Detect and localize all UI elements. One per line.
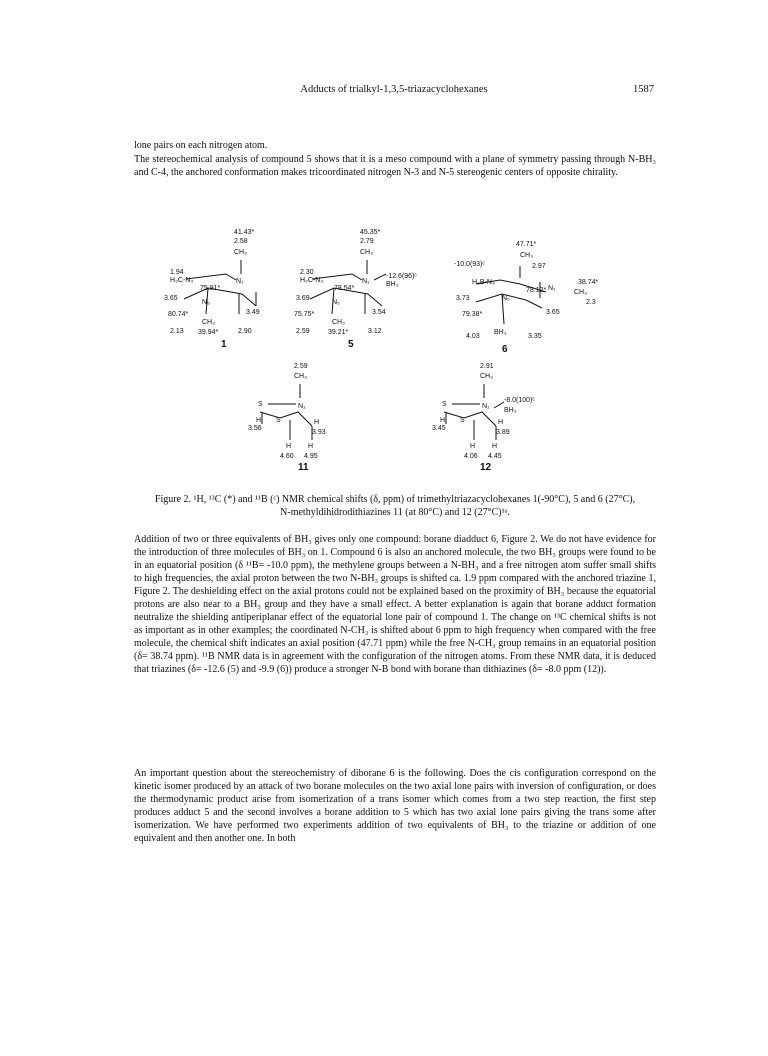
c12-h-left-label: H (440, 417, 446, 424)
c6-n1: N₁ (548, 285, 556, 292)
c6-label: 6 (502, 344, 508, 355)
figure-structures (134, 222, 656, 490)
compound-1 (164, 229, 260, 350)
c1-n1: N₁ (236, 278, 244, 285)
c11-top-group: CH₃ (294, 373, 307, 380)
c5-n5: N₅ (332, 299, 340, 306)
c1-left-group: H₃C‑N₃ (170, 277, 194, 284)
c12-h2: 4.45 (488, 453, 502, 460)
c5-left-h: 3.69 (296, 295, 310, 302)
c11-h2-label: H (308, 443, 314, 450)
c12-top-h: 2.91 (480, 363, 494, 370)
c12-h-axial-label: H (498, 419, 504, 426)
c5-left-group: H₃C‑N₃ (300, 277, 324, 284)
c12-top-group: CH₃ (480, 373, 493, 380)
c6-bh3-left: H₃B‑N₃ (472, 279, 495, 286)
c11-s-mid: S (276, 417, 281, 424)
c5-h-right: 3.12 (368, 328, 382, 335)
c6-boron: -10.0(93)ᶜ (454, 261, 485, 268)
c1-left-h: 3.65 (164, 295, 178, 302)
c11-axial-h: 3.93 (312, 429, 326, 436)
c1-top-group: CH₃ (234, 249, 247, 256)
c6-right-h: 2.3 (586, 299, 596, 306)
c12-h1-label: H (470, 443, 476, 450)
paragraph-intro-a: lone pairs on each nitrogen atom. (134, 140, 268, 151)
c5-n1: N₁ (362, 278, 370, 285)
page-header (134, 84, 654, 100)
c5-bottom-c: 39.21* (328, 329, 349, 336)
c12-h2-label: H (492, 443, 498, 450)
c12-axial-h: 3.89 (496, 429, 510, 436)
c12-boron: -8.0(100)ᶜ (504, 397, 535, 404)
c1-bottom-me: CH₃ (202, 319, 215, 326)
figure-2 (134, 222, 656, 490)
c12-h1: 4.06 (464, 453, 478, 460)
c6-inner-c: 78.12* (526, 287, 547, 294)
c12-left-h: 3.45 (432, 425, 446, 432)
c11-s-top: S (258, 401, 263, 408)
c1-h-right: 2.90 (238, 328, 252, 335)
compound-12 (432, 363, 535, 473)
c5-axial-h: 3.54 (372, 309, 386, 316)
c6-top-group: CH₃ (520, 252, 533, 259)
c5-inner-c: 78.54* (334, 285, 355, 292)
running-title: Adducts of trialkyl-1,3,5-triazacyclohexanes (300, 84, 488, 95)
c5-top-h: 2.79 (360, 238, 374, 245)
paragraph-intro-b: The stereochemical analysis of compound 5 shows that it is a meso compound with a plane of symmetry passing through N-BH₃ and C-4, the anchored conformation makes tricoordinated nitrogen N-3 and N-5 stereogenic centers of opposite chirality. (134, 154, 656, 178)
compound-11 (248, 363, 326, 473)
c5-boron: -12.6(96)ᶜ (386, 273, 417, 280)
compound-5 (294, 229, 417, 350)
figure-caption: Figure 2. ¹H, ¹³C (*) and ¹¹B (ᶜ) NMR chemical shifts (δ, ppm) of trimethyltriazacyclohexanes 1(-90°C), 5 and 6 (27°C), N-methyldihidrodithiazines 11 (at 80°C) and 12 (27°C)¹ᵃ. (154, 494, 636, 518)
paragraph-borane-diadduct: Addition of two or three equivalents of BH₃ gives only one compound: borane diadduct 6, Figure 2. We do not have evidence for the introduction of three molecules of BH₃ on 1. Compound 6 is also an anchored molecule, the two BH₃ groups were found to be in an equatorial position (δ ¹¹B= -10.0 ppm), the methylene groups between a N-BH₃ and a free nitrogen atom suffer small shifts to high frequencies, the axial proton between the two N-BH₃ groups is shifted ca. 1.9 ppm compared with the anchored triazine 1, Figure 2. The deshielding effect on the axial protons could not be explained based on the proximity of BH₃ because the equatorial protons are also near to a BH₃ group and they have a small effect. A better explanation is again that borane adduct formation neutralize the shielding antiperiplanar effect of the equatorial lone pair of compound 1. The change on ¹³C chemical shifts is not as important as in other examples; the coordinated N-CH₃ is shifted about 6 ppm to high frequency when compared with the free molecule, the chemical shift indicates an axial position (47.71 ppm) while the free N-CH₃ group remains in an equatorial position (δ= 38.74 ppm). ¹¹B NMR data is in agreement with the configuration of the nitrogen atoms. From these NMR data, it is deduced that triazines (δ= -12.6 (5) and -9.9 (6)) produce a stronger N-B bond with borane than dithiazines (δ= -8.0 ppm (12)). (134, 534, 656, 675)
c1-axial-h: 3.49 (246, 309, 260, 316)
c6-left-c: 79.38* (462, 311, 483, 318)
c1-left-me: 1.94 (170, 269, 184, 276)
page-number: 1587 (633, 84, 654, 95)
c5-top-c: 45.35* (360, 229, 381, 236)
c5-top-group: CH₃ (360, 249, 373, 256)
c1-inner-c: 75.91* (200, 285, 221, 292)
c12-label: 12 (480, 462, 492, 473)
c6-n5: N₅ (502, 295, 510, 302)
c5-left-me: 2.30 (300, 269, 314, 276)
c1-left-c: 80.74* (168, 311, 189, 318)
c11-left-h: 3.56 (248, 425, 262, 432)
c6-left-h: 3.73 (456, 295, 470, 302)
c6-right-c: 38.74* (578, 279, 599, 286)
c6-h-left: 4.03 (466, 333, 480, 340)
c11-h-axial-label: H (314, 419, 320, 426)
c1-h-left: 2.13 (170, 328, 184, 335)
c11-h1-label: H (286, 443, 292, 450)
c6-right-group: CH₃ (574, 289, 587, 296)
c5-bottom-me: CH₃ (332, 319, 345, 326)
c12-s-top: S (442, 401, 447, 408)
c1-top-c: 41.43* (234, 229, 255, 236)
c11-h2: 4.95 (304, 453, 318, 460)
c5-left-c: 75.75* (294, 311, 315, 318)
c1-bottom-c: 39.94* (198, 329, 219, 336)
c11-n1: N₁ (298, 403, 306, 410)
c5-h-left: 2.59 (296, 328, 310, 335)
c1-n5: N₅ (202, 299, 210, 306)
c12-n1: N₁ (482, 403, 490, 410)
c11-label: 11 (298, 462, 309, 473)
c11-top-h: 2.59 (294, 363, 308, 370)
c6-axial-h: 3.65 (546, 309, 560, 316)
c1-label: 1 (221, 339, 227, 350)
c5-label: 5 (348, 339, 354, 350)
c12-bh3: BH₃ (504, 407, 517, 414)
c12-s-mid: S (460, 417, 465, 424)
c1-top-h: 2.58 (234, 238, 248, 245)
c6-top-c: 47.71* (516, 241, 537, 248)
c6-top-h: 2.97 (532, 263, 546, 270)
c11-h-left-label: H (256, 417, 262, 424)
c11-h1: 4.60 (280, 453, 294, 460)
paragraph-stereochemistry-question: An important question about the stereochemistry of diborane 6 is the following. Does the cis configuration correspond on the kinetic isomer produced by an attack of two borane molecules on the two axial lone pairs with inversion of configuration, or does the thermodynamic product arise from isomerization of a trans isomer which comes from a two step reaction, the first step produces adduct 5 and the second involves a borane addition to 5 which has two axial lone pairs giving the trans some after isomerization. We have performed two experiments addition of two equivalents of BH₃ to the triazine or addition of one equivalent and then another one. In both (134, 768, 656, 844)
compound-6 (454, 241, 599, 355)
c6-h-right: 3.35 (528, 333, 542, 340)
c6-bh3-bottom: BH₃ (494, 329, 507, 336)
c5-bh3: BH₃ (386, 281, 399, 288)
